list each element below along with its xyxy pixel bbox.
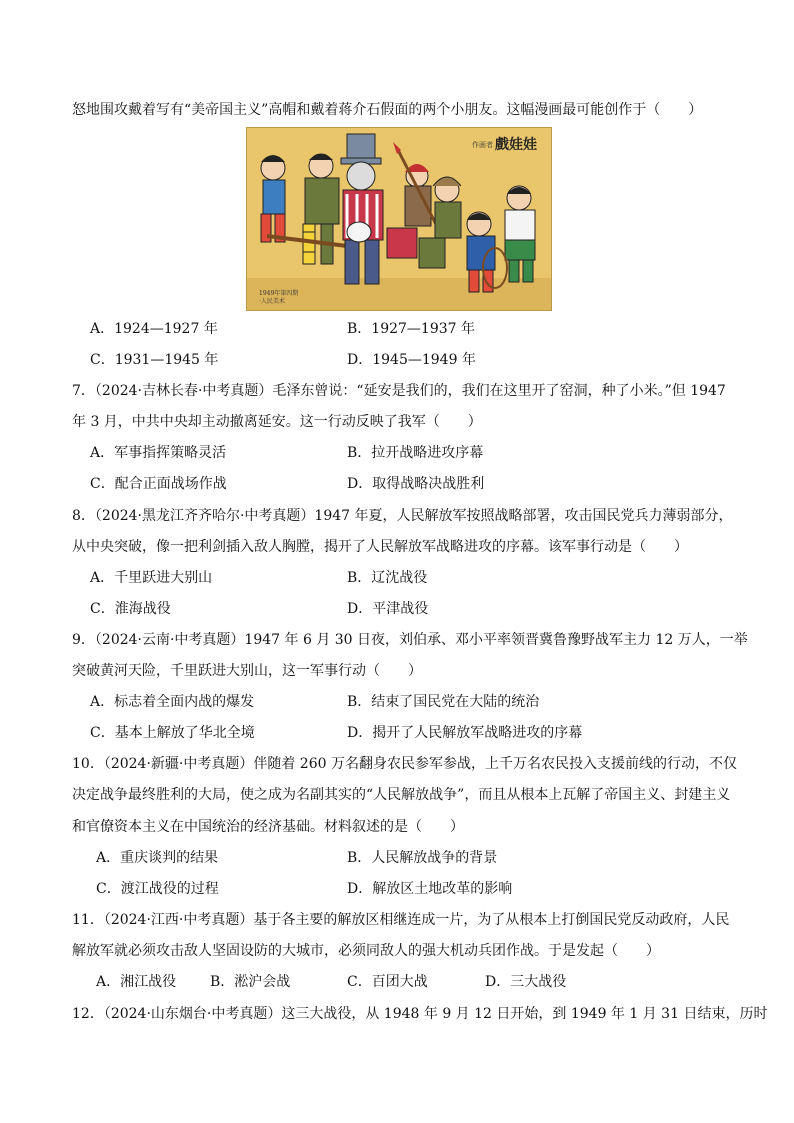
q6-option-d[interactable]: D．1945—1949 年 xyxy=(347,352,476,368)
q9-option-a[interactable]: A．标志着全面内战的爆发 xyxy=(90,694,255,710)
q8-stem-line-2: 从中央突破，像一把利剑插入敌人胸膛，揭开了人民解放军战略进攻的序幕。该军事行动是（ ） xyxy=(72,539,688,555)
q10-option-b[interactable]: B．人民解放战争的背景 xyxy=(347,850,498,866)
q6-option-a[interactable]: A．1924—1927 年 xyxy=(90,321,218,337)
q11-stem-line-1: 11．（2024·江西·中考真题）基于各主要的解放区相继连成一片，为了从根本上打倒国民党反动政府，人民 xyxy=(72,912,730,928)
q7-option-b[interactable]: B．拉开战略进攻序幕 xyxy=(347,445,484,461)
q6-stem: 怒地围攻戴着写有“美帝国主义”高帽和戴着蒋介石假面的两个小朋友。这幅漫画最可能创作于（ ） xyxy=(72,102,703,118)
cartoon-title: 戲娃娃 xyxy=(495,137,537,153)
cartoon-byline: 作画者 xyxy=(472,141,493,149)
q12-stem-line-1: 12．（2024·山东烟台·中考真题）这三大战役，从 1948 年 9 月 12 日开始，到 1949 年 1 月 31 日结束，历时 xyxy=(72,1006,768,1022)
q7-option-a[interactable]: A．军事指挥策略灵活 xyxy=(90,445,227,461)
q10-stem-line-3: 和官僚资本主义在中国统治的经济基础。材料叙述的是（ ） xyxy=(72,819,464,835)
q8-stem-line-1: 8．（2024·黑龙江齐齐哈尔·中考真题）1947 年夏，人民解放军按照战略部署，攻击国民党兵力薄弱部分， xyxy=(72,508,733,524)
q11-stem-line-2: 解放军就必须攻击敌人坚固设防的大城市，必须同敌人的强大机动兵团作战。于是发起（ ） xyxy=(72,943,660,959)
q11-option-d[interactable]: D．三大战役 xyxy=(485,974,567,990)
q6-cartoon-image xyxy=(246,127,552,311)
q10-stem-line-2: 决定战争最终胜利的大局，使之成为名副其实的“人民解放战争”，而且从根本上瓦解了帝国主义、封建主义 xyxy=(72,787,731,803)
q11-option-c[interactable]: C．百团大战 xyxy=(347,974,428,990)
q6-option-c[interactable]: C．1931—1945 年 xyxy=(90,352,219,368)
q8-option-b[interactable]: B．辽沈战役 xyxy=(347,570,428,586)
q10-option-d[interactable]: D．解放区土地改革的影响 xyxy=(347,881,513,897)
q6-option-b[interactable]: B．1927—1937 年 xyxy=(347,321,475,337)
cartoon-caption: 1949年第四期·人民美术 xyxy=(259,290,299,305)
q8-option-d[interactable]: D．平津战役 xyxy=(347,601,429,617)
q7-stem-line-2: 年 3 月，中共中央却主动撤离延安。这一行动反映了我军（ ） xyxy=(72,414,482,430)
q8-option-a[interactable]: A．千里跃进大别山 xyxy=(90,570,213,586)
q9-option-b[interactable]: B．结束了国民党在大陆的统治 xyxy=(347,694,540,710)
q8-option-c[interactable]: C．淮海战役 xyxy=(90,601,171,617)
q9-stem-line-2: 突破黄河天险，千里跃进大别山，这一军事行动（ ） xyxy=(72,663,422,679)
q9-option-d[interactable]: D．揭开了人民解放军战略进攻的序幕 xyxy=(347,725,583,741)
q7-option-c[interactable]: C．配合正面战场作战 xyxy=(90,476,227,492)
q10-option-c[interactable]: C．渡江战役的过程 xyxy=(96,881,219,897)
q7-stem-line-1: 7．（2024·吉林长春·中考真题）毛泽东曾说：“延安是我们的，我们在这里开了窑洞，种了小米。”但 1947 xyxy=(72,383,726,399)
q11-option-b[interactable]: B．淞沪会战 xyxy=(210,974,291,990)
q10-option-a[interactable]: A．重庆谈判的结果 xyxy=(96,850,219,866)
q7-option-d[interactable]: D．取得战略决战胜利 xyxy=(347,476,485,492)
q10-stem-line-1: 10．（2024·新疆·中考真题）伴随着 260 万名翻身农民参军参战，上千万名农民投入支援前线的行动，不仅 xyxy=(72,756,737,772)
q9-option-c[interactable]: C．基本上解放了华北全境 xyxy=(90,725,255,741)
q9-stem-line-1: 9．（2024·云南·中考真题）1947 年 6 月 30 日夜，刘伯承、邓小平率领晋冀鲁豫野战军主力 12 万人，一举 xyxy=(72,632,748,648)
q11-option-a[interactable]: A．湘江战役 xyxy=(96,974,177,990)
